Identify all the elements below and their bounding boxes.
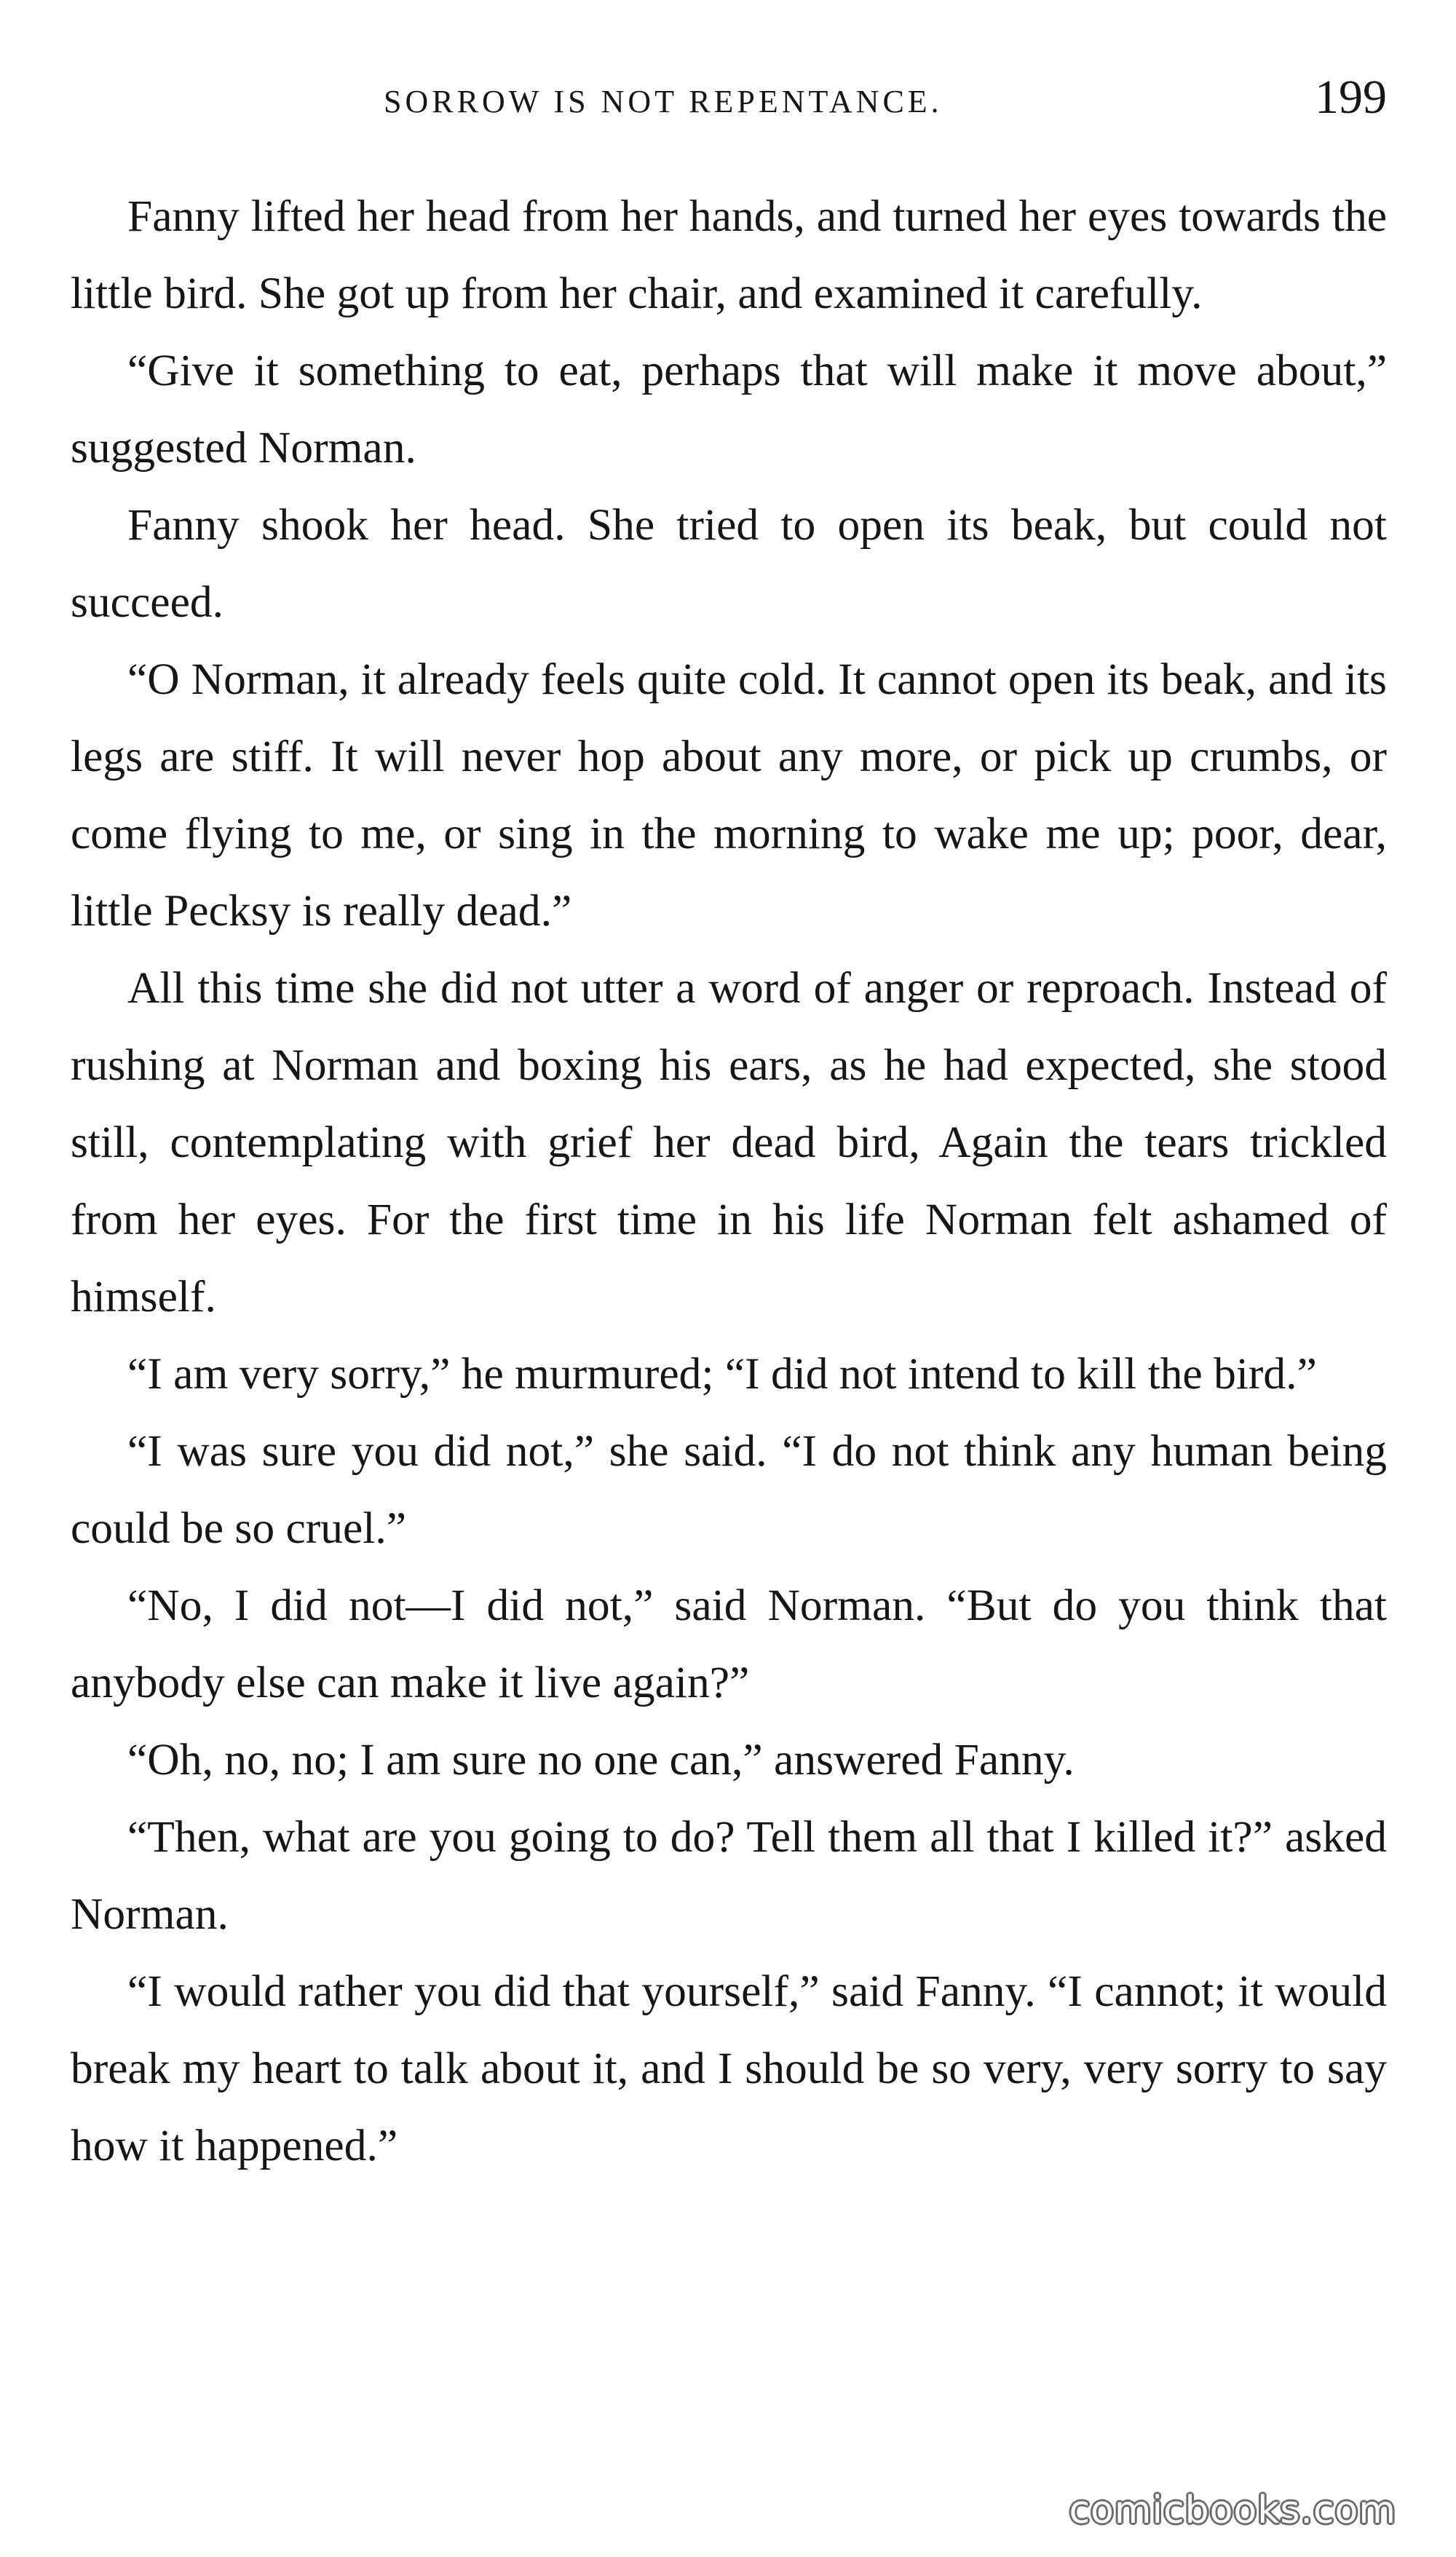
paragraph-10: “Then, what are you going to do? Tell them all that I killed it?” asked Norman.	[71, 1812, 1387, 1939]
paragraph-11: “I would rather you did that yourself,” said Fanny. “I cannot; it would break my heart to talk about it, and I should be so very, very sorry to say how it happened.”	[71, 1967, 1387, 2170]
paragraph-8: “No, I did not—I did not,” said Norman. “But do you think that anybody else can make it live again?”	[71, 1581, 1387, 1707]
paragraph-2: “Give it something to eat, perhaps that will make it move about,” suggested Norman.	[71, 346, 1387, 473]
page-number: 199	[1315, 71, 1387, 124]
paragraph-5: All this time she did not utter a word of anger or reproach. Instead of rushing at Norman and boxing his ears, as he had expected, she stood still, contemplating with grief her dead bird, Again the tears trickled from her eyes. For the first time in his life Norman felt ashamed of himself.	[71, 963, 1387, 1321]
paragraph-6: “I am very sorry,” he murmured; “I did not intend to kill the bird.”	[127, 1349, 1317, 1399]
paragraph-7: “I was sure you did not,” she said. “I do not think any human being could be so cruel.”	[71, 1426, 1387, 1553]
running-head	[71, 70, 1387, 135]
paragraph-1: Fanny lifted her head from her hands, and turned her eyes towards the little bird. She got up from her chair, and examined it carefully.	[71, 191, 1387, 318]
paragraph-3: Fanny shook her head. She tried to open its beak, but could not succeed.	[71, 500, 1387, 627]
running-title: SORROW IS NOT REPENTANCE.	[384, 84, 943, 119]
paragraph-4: “O Norman, it already feels quite cold. It cannot open its beak, and its legs are stiff. It will never hop about any more, or pick up crumbs, or come flying to me, or sing in the morning to wake me up; poor, dear, little Pecksy is really dead.”	[71, 655, 1387, 936]
watermark: comicbooks.com	[1069, 2489, 1396, 2532]
body-text	[71, 178, 1387, 2184]
paragraph-9: “Oh, no, no; I am sure no one can,” answered Fanny.	[127, 1735, 1075, 1785]
